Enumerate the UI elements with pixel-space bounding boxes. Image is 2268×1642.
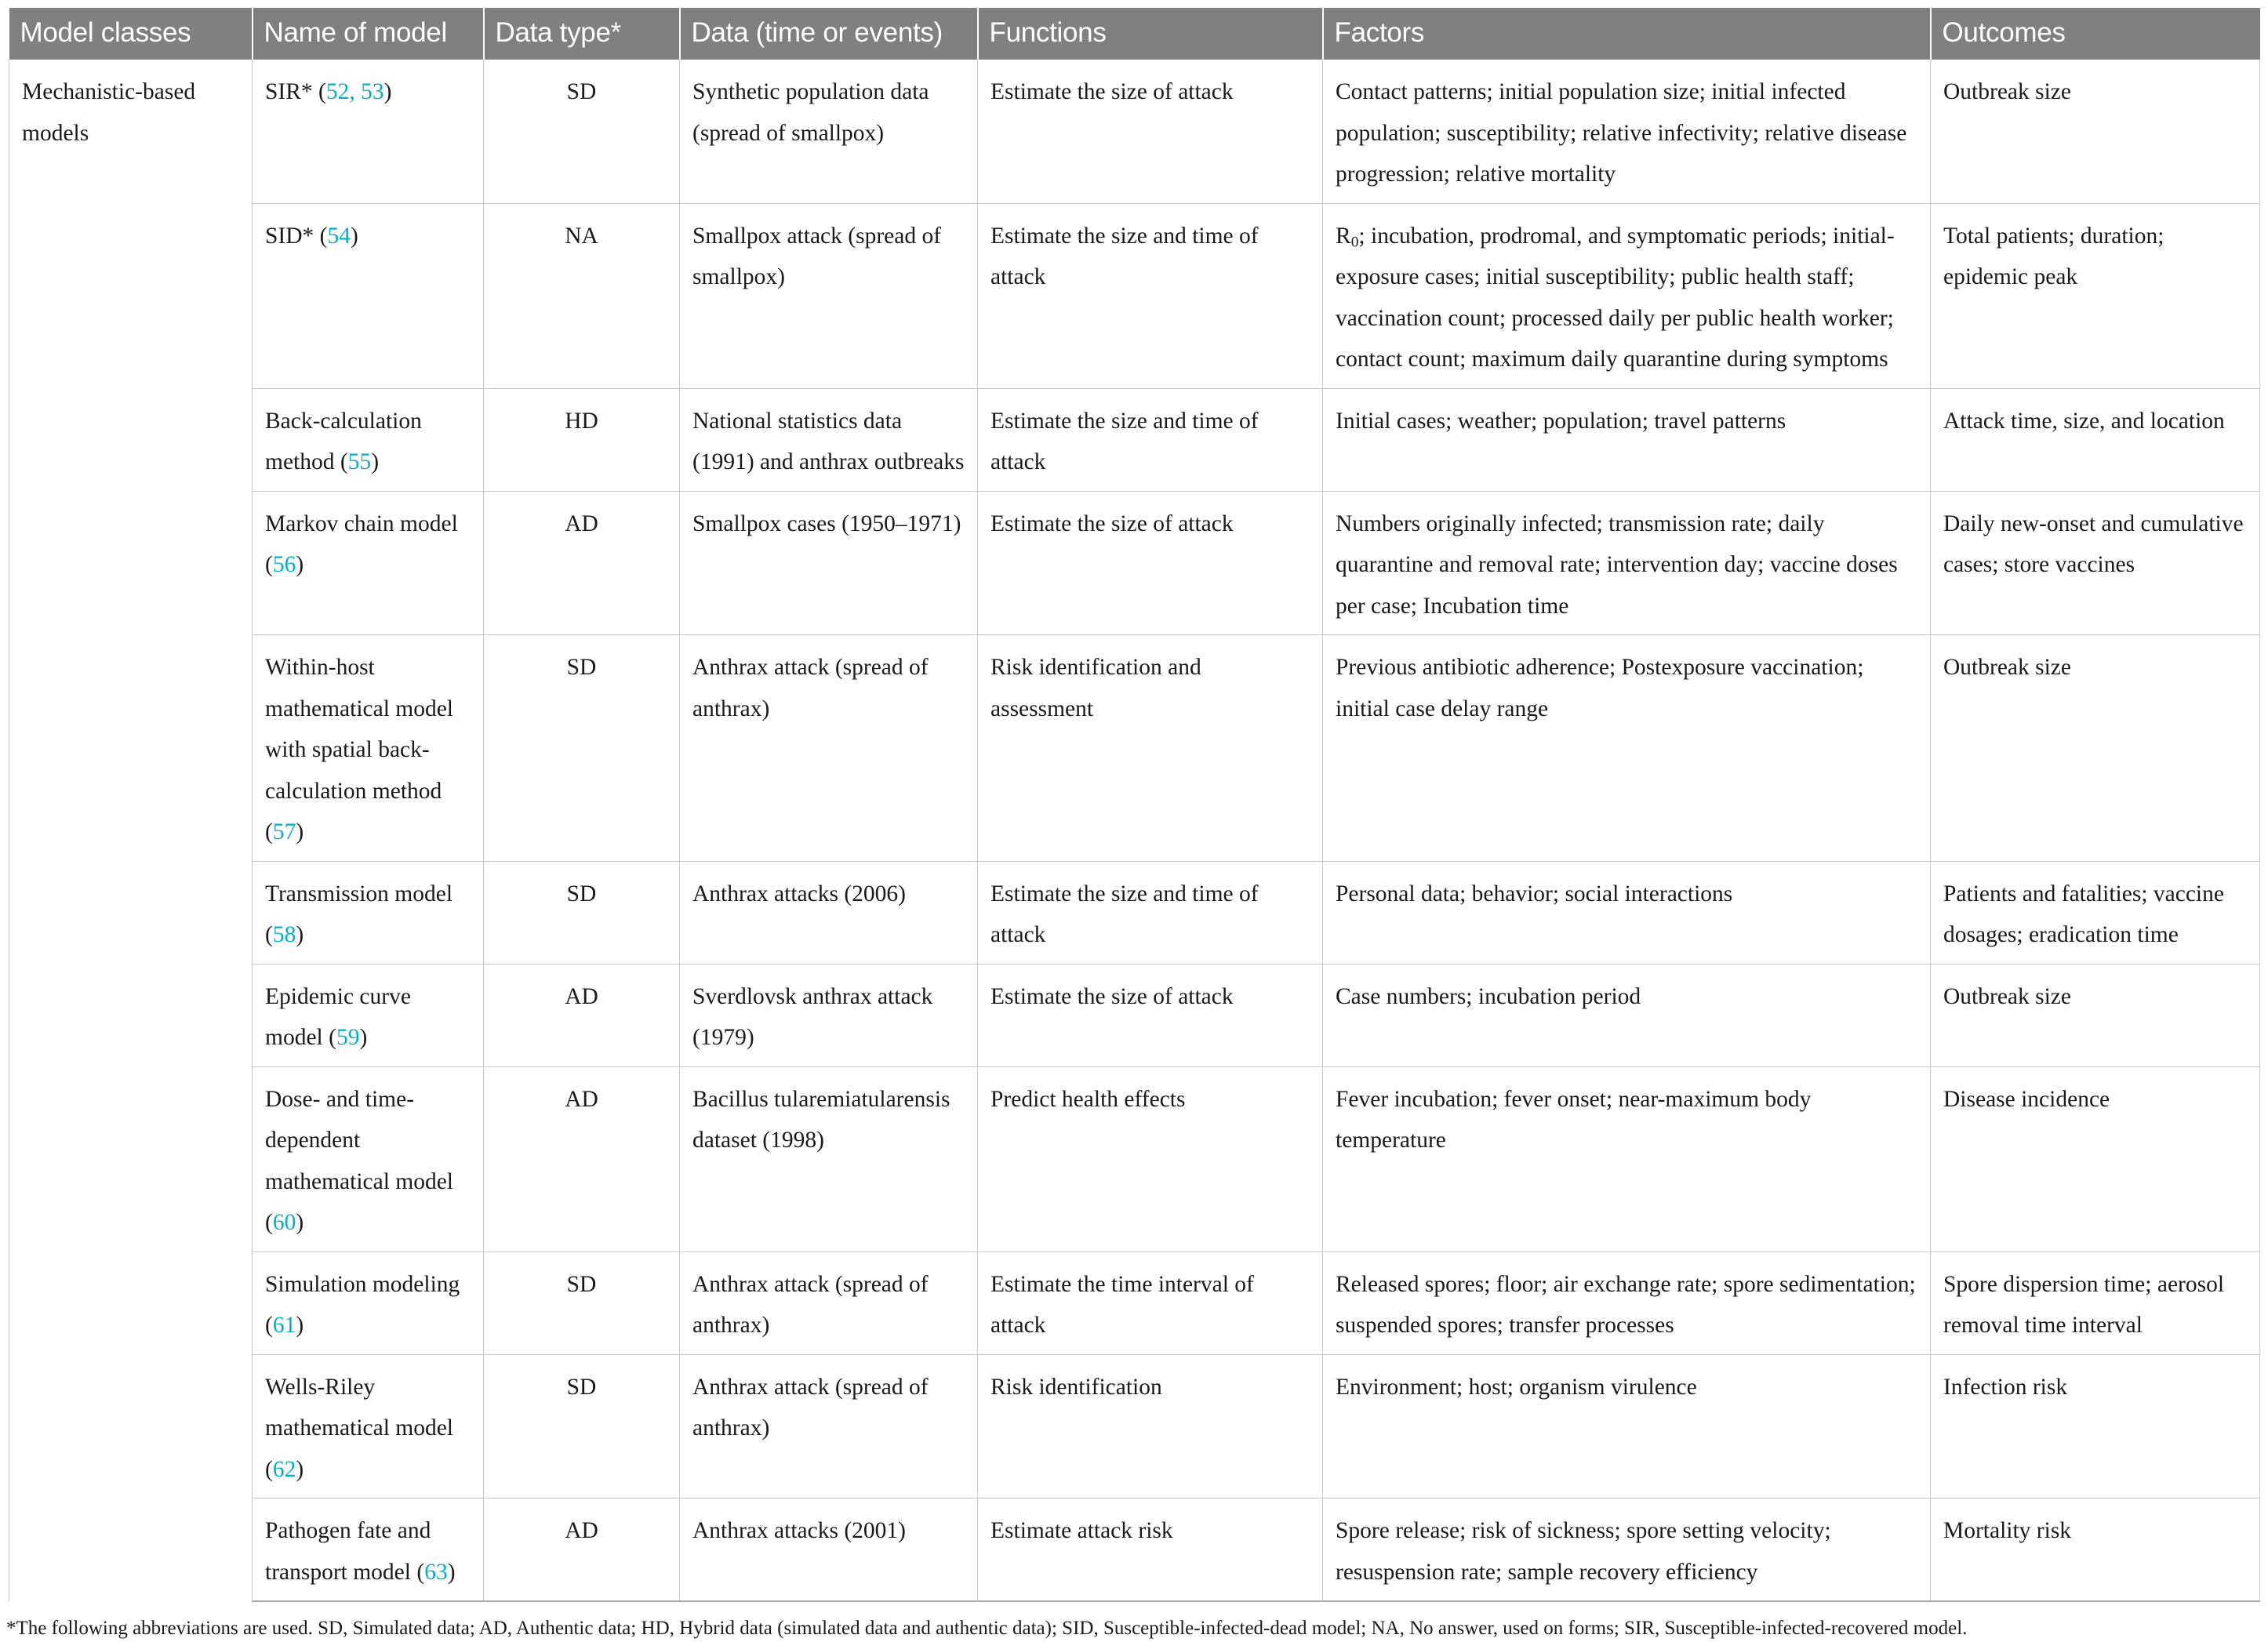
cell-outcomes: Daily new-onset and cumulative cases; store vaccines [1931,491,2260,635]
cell-data: Smallpox cases (1950–1971) [680,491,978,635]
reference-link[interactable]: 59 [336,1025,360,1050]
table-row [9,861,2260,964]
table-row [9,1499,2260,1602]
cell-functions: Estimate the size of attack [978,60,1323,203]
cell-model-name: Markov chain model (56) [253,491,484,635]
table-header [9,8,2260,60]
table-row [9,60,2260,203]
cell-data: Anthrax attacks (2006) [680,861,978,964]
cell-model-name: SID* (54) [253,203,484,388]
cell-data: National statistics data (1991) and anthrax outbreaks [680,388,978,491]
reference-link[interactable]: 56 [272,552,296,577]
cell-factors: Fever incubation; fever onset; near-maximum body temperature [1323,1066,1931,1251]
cell-factors: Environment; host; organism virulence [1323,1354,1931,1499]
column-header-factors: Factors [1323,8,1931,60]
cell-functions: Estimate attack risk [978,1499,1323,1602]
cell-functions: Estimate the size and time of attack [978,388,1323,491]
cell-model-name: Back-calculation method (55) [253,388,484,491]
cell-outcomes: Spore dispersion time; aerosol removal time interval [1931,1251,2260,1354]
cell-factors: Released spores; floor; air exchange rate; spore sedimentation; suspended spores; transfer processes [1323,1251,1931,1354]
cell-factors: Case numbers; incubation period [1323,964,1931,1066]
cell-functions: Predict health effects [978,1066,1323,1251]
cell-data-type: SD [484,1251,680,1354]
column-header-data-time-or-events: Data (time or events) [680,8,978,60]
column-header-name-of-model: Name of model [253,8,484,60]
cell-data-type: AD [484,491,680,635]
cell-factors: $R_0$; incubation, prodromal, and symptomatic periods; initial-exposure cases; initial susceptibility; public health staff; vaccination count; processed daily per public health worker; contact count; maximum daily quarantine during symptoms [1323,203,1931,388]
table-row [9,1251,2260,1354]
cell-functions: Risk identification and assessment [978,635,1323,862]
cell-model-name: Transmission model (58) [253,861,484,964]
reference-link[interactable]: 61 [272,1313,296,1338]
reference-link[interactable]: 63 [424,1559,448,1585]
cell-outcomes: Infection risk [1931,1354,2260,1499]
reference-link[interactable]: 57 [272,819,296,845]
table-row [9,635,2260,862]
cell-data-type: NA [484,203,680,388]
cell-model-name: Epidemic curve model (59) [253,964,484,1066]
cell-factors: Personal data; behavior; social interactions [1323,861,1931,964]
cell-data: Sverdlovsk anthrax attack (1979) [680,964,978,1066]
cell-model-class: Mechanistic-based models [9,60,253,1601]
reference-link[interactable]: 58 [272,922,296,947]
cell-data: Smallpox attack (spread of smallpox) [680,203,978,388]
cell-outcomes: Outbreak size [1931,635,2260,862]
cell-outcomes: Disease incidence [1931,1066,2260,1251]
cell-outcomes: Total patients; duration; epidemic peak [1931,203,2260,388]
column-header-model-classes: Model classes [9,8,253,60]
cell-factors: Previous antibiotic adherence; Postexposure vaccination; initial case delay range [1323,635,1931,862]
cell-factors: Spore release; risk of sickness; spore setting velocity; resuspension rate; sample recovery efficiency [1323,1499,1931,1602]
cell-model-name: Wells-Riley mathematical model (62) [253,1354,484,1499]
cell-model-name: Within-host mathematical model with spatial back-calculation method (57) [253,635,484,862]
cell-functions: Risk identification [978,1354,1323,1499]
cell-outcomes: Attack time, size, and location [1931,388,2260,491]
cell-outcomes: Outbreak size [1931,964,2260,1066]
cell-data: Bacillus tularemiatularensis dataset (1998) [680,1066,978,1251]
cell-outcomes: Mortality risk [1931,1499,2260,1602]
cell-data-type: AD [484,1499,680,1602]
cell-functions: Estimate the time interval of attack [978,1251,1323,1354]
column-header-functions: Functions [978,8,1323,60]
cell-data: Anthrax attack (spread of anthrax) [680,1354,978,1499]
column-header-outcomes: Outcomes [1931,8,2260,60]
cell-factors: Contact patterns; initial population size; initial infected population; susceptibility; relative infectivity; relative disease progression; relative mortality [1323,60,1931,203]
subscript-zero: 0 [1350,233,1359,250]
reference-link[interactable]: 60 [272,1210,296,1235]
table-row [9,203,2260,388]
cell-model-name: Pathogen fate and transport model (63) [253,1499,484,1602]
cell-functions: Estimate the size and time of attack [978,203,1323,388]
cell-data-type: SD [484,861,680,964]
cell-model-name: Simulation modeling (61) [253,1251,484,1354]
cell-outcomes: Patients and fatalities; vaccine dosages; eradication time [1931,861,2260,964]
cell-data: Anthrax attack (spread of anthrax) [680,635,978,862]
reference-link[interactable]: 54 [327,223,351,249]
cell-functions: Estimate the size of attack [978,491,1323,635]
models-table [9,8,2260,1602]
column-header-data-type: Data type* [484,8,680,60]
cell-functions: Estimate the size of attack [978,964,1323,1066]
table-row [9,1066,2260,1251]
cell-data-type: AD [484,964,680,1066]
cell-data: Anthrax attacks (2001) [680,1499,978,1602]
cell-data: Synthetic population data (spread of smallpox) [680,60,978,203]
table-footnote: *The following abbreviations are used. SD, Simulated data; AD, Authentic data; HD, Hybrid data (simulated data and authentic data); SID, Susceptible-infected-dead model; NA, No answer, used on forms; SIR, Susceptible-infected-recovered model. [6,1618,1968,1639]
reference-link[interactable]: 55 [347,449,372,474]
cell-data-type: SD [484,60,680,203]
header-row [9,8,2260,60]
cell-factors: Initial cases; weather; population; travel patterns [1323,388,1931,491]
cell-data: Anthrax attack (spread of anthrax) [680,1251,978,1354]
table-row [9,1354,2260,1499]
table-body [9,60,2260,1601]
cell-model-name: SIR* (52, 53) [253,60,484,203]
table-row [9,388,2260,491]
cell-data-type: SD [484,635,680,862]
table-row [9,964,2260,1066]
cell-model-name: Dose- and time-dependent mathematical model (60) [253,1066,484,1251]
cell-factors: Numbers originally infected; transmission rate; daily quarantine and removal rate; intervention day; vaccine doses per case; Incubation time [1323,491,1931,635]
cell-data-type: HD [484,388,680,491]
cell-data-type: SD [484,1354,680,1499]
cell-outcomes: Outbreak size [1931,60,2260,203]
reference-link[interactable]: 52, 53 [325,79,384,104]
cell-functions: Estimate the size and time of attack [978,861,1323,964]
reference-link[interactable]: 62 [272,1456,296,1482]
cell-data-type: AD [484,1066,680,1251]
table-row [9,491,2260,635]
